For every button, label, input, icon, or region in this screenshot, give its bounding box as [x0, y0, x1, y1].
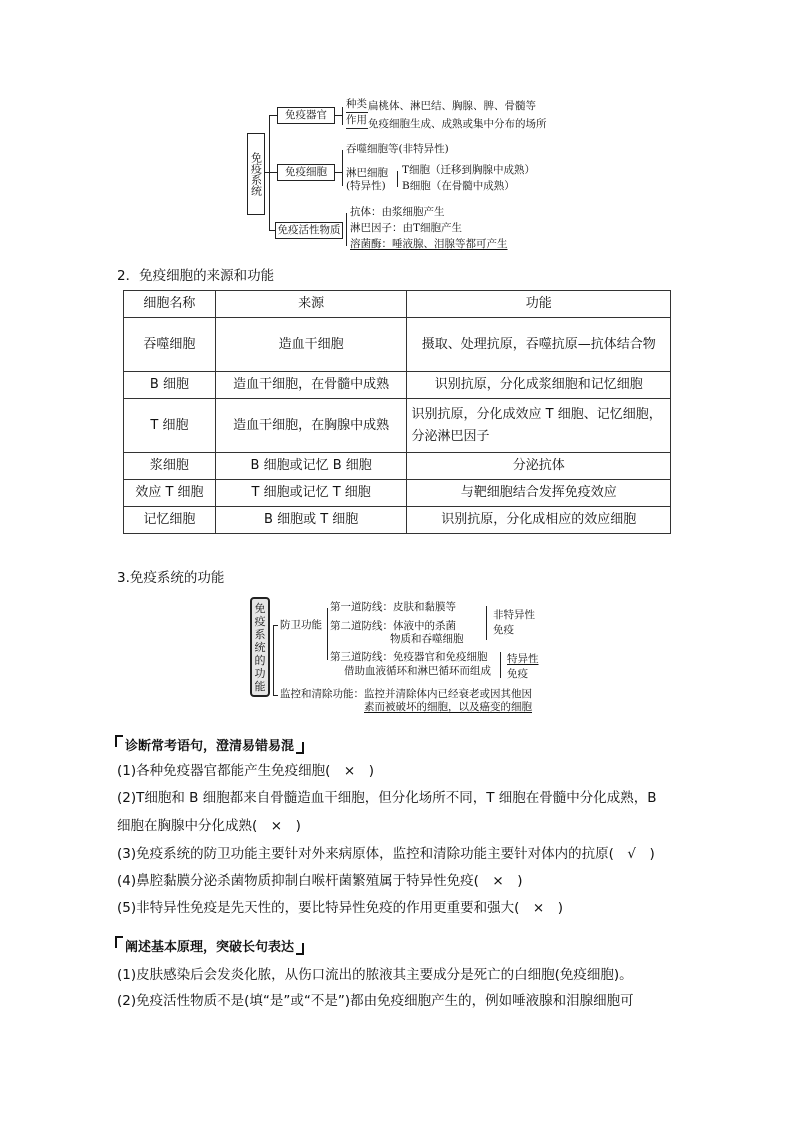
nonspecific-label-1: 非特异性 — [493, 609, 535, 621]
phagocyte-text: 吞噬细胞等(非特异性) — [346, 143, 449, 155]
antibody-text: 抗体：由浆细胞产生 — [350, 206, 445, 218]
section2-title: 2．免疫细胞的来源和功能 — [117, 268, 275, 284]
diagnostic-item: (5)非特异性免疫是先天性的，要比特异性免疫的作用更重要和强大( × ) — [117, 900, 563, 916]
active-brace-v — [346, 213, 347, 246]
table-header: 功能 — [407, 291, 671, 318]
table-cell: 造血干细胞，在骨髓中成熟 — [215, 372, 407, 399]
diagram2-brace-top — [273, 625, 278, 626]
lymph-text-2: (特异性) — [346, 180, 386, 192]
table-cell: 记忆细胞 — [124, 507, 216, 534]
table-cell: 吞噬细胞 — [124, 318, 216, 372]
table-cell: 识别抗原，分化成效应 T 细胞、记忆细胞，分泌淋巴因子 — [407, 399, 671, 453]
diagram1-brace-top — [269, 115, 277, 116]
diagnostic-item: (4)鼻腔黏膜分泌杀菌物质抑制白喉杆菌繁殖属于特异性免疫( × ) — [117, 873, 523, 889]
lymph-text-1: 淋巴细胞 — [346, 167, 388, 179]
table-cell: 摄取、处理抗原，吞噬抗原—抗体结合物 — [407, 318, 671, 372]
table-cell: 浆细胞 — [124, 453, 216, 480]
diagnostic-item: (1)各种免疫器官都能产生免疫细胞( × ) — [117, 763, 374, 779]
table-row — [124, 480, 671, 507]
diagram1-root-label: 免疫系统 — [249, 152, 263, 196]
specific-brace — [500, 652, 501, 678]
diagram1-brace-mid — [269, 172, 277, 173]
table-cell: B 细胞 — [124, 372, 216, 399]
immune-active-box — [275, 222, 343, 239]
table-cell: 造血干细胞 — [215, 318, 407, 372]
organ-brace-v — [342, 107, 343, 125]
diagnostic-item: 细胞在胸腺中分化成熟( × ) — [117, 818, 301, 834]
table-cell: 识别抗原，分化成相应的效应细胞 — [407, 507, 671, 534]
table-row — [124, 318, 671, 372]
monitor-function-text: 监控和清除功能：监控并清除体内已经衰老或因其他因 — [280, 688, 532, 700]
t-cell-text: T细胞（迁移到胸腺中成熟） — [402, 164, 536, 176]
immune-cell-table — [123, 290, 671, 534]
defense-brace-v — [327, 608, 328, 660]
explain-item: (2)免疫活性物质不是(填“是”或“不是”)都由免疫细胞产生的，例如唾液腺和泪腺细胞可 — [117, 993, 634, 1009]
lysozyme-text: 溶菌酶：唾液腺、泪腺等都可产生 — [350, 238, 508, 250]
table-cell: T 细胞或记忆 T 细胞 — [215, 480, 407, 507]
organ-role-underline — [346, 128, 368, 129]
immune-cell-label: 免疫细胞 — [285, 166, 327, 178]
section3-title: 3.免疫系统的功能 — [117, 570, 225, 586]
immune-organ-label: 免疫器官 — [285, 109, 327, 121]
table-cell: 与靶细胞结合发挥免疫效应 — [407, 480, 671, 507]
organ-kind-underline — [346, 112, 368, 113]
nonspecific-label-2: 免疫 — [493, 624, 514, 636]
specific-label-1: 特异性 — [507, 653, 539, 665]
table-row — [124, 453, 671, 480]
table-cell: B 细胞或记忆 B 细胞 — [215, 453, 407, 480]
table-cell: 分泌抗体 — [407, 453, 671, 480]
diagram1-root-box — [247, 133, 265, 215]
table-cell: B 细胞或 T 细胞 — [215, 507, 407, 534]
table-row — [124, 399, 671, 453]
table-cell: 造血干细胞，在胸腺中成熟 — [215, 399, 407, 453]
defense-function-label: 防卫功能 — [280, 619, 322, 631]
first-line-text: 第一道防线：皮肤和黏膜等 — [330, 601, 456, 613]
immune-active-label: 免疫活性物质 — [277, 224, 341, 236]
monitor-function-text-2: 素而被破坏的细胞，以及癌变的细胞 — [364, 701, 532, 713]
organ-kind-text: 扁桃体、淋巴结、胸腺、脾、骨髓等 — [368, 100, 536, 112]
immune-organ-box — [277, 107, 335, 124]
table-cell: 识别抗原，分化成浆细胞和记忆细胞 — [407, 372, 671, 399]
b-cell-text: B细胞（在骨髓中成熟） — [402, 180, 515, 192]
table-cell: T 细胞 — [124, 399, 216, 453]
table-row — [124, 372, 671, 399]
explain-heading: 阐述基本原理，突破长句表达 — [115, 936, 304, 955]
table-row — [124, 507, 671, 534]
diagnostic-item: (3)免疫系统的防卫功能主要针对外来病原体，监控和清除功能主要针对体内的抗原( √ ) — [117, 846, 655, 862]
organ-role-text: 免疫细胞生成、成熟或集中分布的场所 — [368, 118, 547, 130]
table-header: 来源 — [215, 291, 407, 318]
organ-role-label: 作用 — [346, 114, 367, 126]
third-line-text-a: 第三道防线：免疫器官和免疫细胞 — [330, 651, 488, 663]
diagnostic-item: (2)T细胞和 B 细胞都来自骨髓造血干细胞，但分化场所不同，T 细胞在骨髓中分化成熟，B — [117, 790, 657, 806]
cell-brace-v — [342, 150, 343, 186]
second-line-text-a: 第二道防线：体液中的杀菌 — [330, 620, 456, 632]
table-header-row — [124, 291, 671, 318]
diagnostic-heading: 诊断常考语句，澄清易错易混 — [115, 735, 304, 754]
table-header: 细胞名称 — [124, 291, 216, 318]
explain-item: (1)皮肤感染后会发炎化脓，从伤口流出的脓液其主要成分是死亡的白细胞(免疫细胞)。 — [117, 967, 633, 983]
organ-kind-label: 种类 — [346, 98, 367, 110]
table-cell: 效应 T 细胞 — [124, 480, 216, 507]
second-line-text-b: 物质和吞噬细胞 — [390, 633, 464, 645]
diagram2-root-box: 免 疫 系 统 的 功 能 — [250, 597, 270, 697]
lymphokine-text: 淋巴因子：由T细胞产生 — [350, 222, 463, 234]
diagram2-brace-v — [273, 625, 274, 695]
specific-label-2: 免疫 — [507, 668, 528, 680]
lymph-brace-v — [397, 171, 398, 187]
immune-cell-box — [277, 164, 335, 181]
nonspecific-brace — [486, 606, 487, 640]
third-line-text-b: 借助血液循环和淋巴循环而组成 — [344, 665, 491, 677]
diagram2-brace-bottom — [273, 695, 278, 696]
